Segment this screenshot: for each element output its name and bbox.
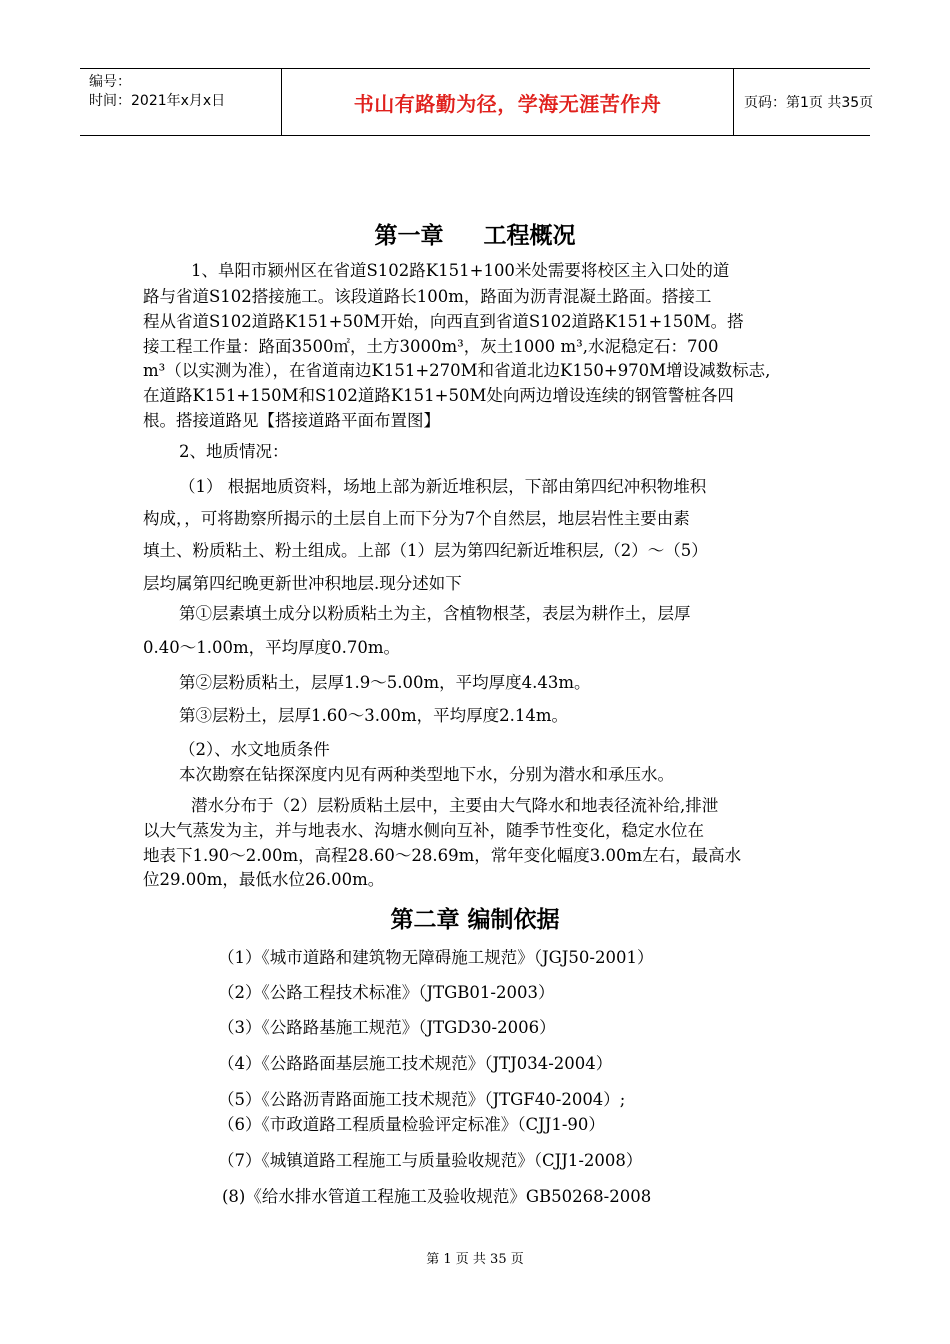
chapter-2-title: 第二章 编制依据 bbox=[390, 907, 560, 933]
reference-item: (8)《给水排水管道工程施工及验收规范》GB50268-2008 bbox=[222, 1187, 652, 1206]
chapter-1-number: 第一章 bbox=[374, 223, 444, 249]
body-line: 1、阜阳市颍州区在省道S102路K151+100米处需要将校区主入口处的道 bbox=[191, 261, 730, 280]
body-line: 接工程工作量：路面3500㎡，土方3000m³，灰土1000 m³,水泥稳定石：700 bbox=[143, 337, 719, 356]
body-line: 根。搭接道路见【搭接道路平面布置图】 bbox=[143, 411, 440, 430]
code-label: 编号： bbox=[89, 74, 131, 90]
reference-item: （5）《公路沥青路面施工技术规范》（JTGF40-2004）; bbox=[218, 1090, 626, 1109]
reference-item: （1）《城市道路和建筑物无障碍施工规范》（JGJ50-2001） bbox=[218, 948, 654, 967]
body-line: 构成，，可将勘察所揭示的土层自上而下分为7个自然层，地层岩性主要由素 bbox=[143, 509, 690, 528]
body-line: 以大气蒸发为主，并与地表水、沟塘水侧向互补，随季节性变化，稳定水位在 bbox=[143, 821, 704, 840]
body-line: m³（以实测为准），在省道南边K151+270M和省道北边K150+970M增设减数标志, bbox=[143, 361, 771, 380]
body-line: 本次勘察在钻探深度内见有两种类型地下水，分别为潜水和承压水。 bbox=[179, 765, 674, 784]
chapter-1-name: 工程概况 bbox=[483, 223, 576, 249]
body-line: （1） 根据地质资料，场地上部为新近堆积层，下部由第四纪冲积物堆积 bbox=[179, 477, 707, 496]
body-line: 第②层粉质粘土，层厚1.9～5.00m，平均厚度4.43m。 bbox=[179, 673, 591, 692]
body-line: 在道路K151+150M和S102道路K151+50M处向两边增设连续的钢管警桩各四 bbox=[143, 386, 734, 405]
body-line: 0.40～1.00m，平均厚度0.70m。 bbox=[143, 638, 401, 657]
reference-item: （4）《公路路面基层施工技术规范》（JTJ034-2004） bbox=[218, 1054, 613, 1073]
page-footer: 第 1 页 共 35 页 bbox=[426, 1252, 524, 1267]
reference-item: （6）《市政道路工程质量检验评定标准》（CJJ1-90） bbox=[218, 1115, 605, 1134]
header-motto: 书山有路勤为径，学海无涯苦作舟 bbox=[282, 69, 734, 135]
body-line: 层均属第四纪晚更新世冲积地层.现分述如下 bbox=[143, 574, 462, 593]
body-line: 潜水分布于（2）层粉质粘土层中，主要由大气降水和地表径流补给,排泄 bbox=[191, 796, 719, 815]
page-header bbox=[80, 68, 874, 136]
body-line: 程从省道S102道路K151+50M开始，向西直到省道S102道路K151+150M。搭 bbox=[143, 312, 744, 331]
reference-item: （2）《公路工程技术标准》（JTGB01-2003） bbox=[218, 983, 555, 1002]
header-page-number: 页码：第1页 共35页 bbox=[744, 95, 874, 111]
body-line: 路与省道S102搭接施工。该段道路长100m，路面为沥青混凝土路面。搭接工 bbox=[143, 287, 712, 306]
chapter-1-title bbox=[0, 217, 950, 250]
body-line: 填土、粉质粘土、粉土组成。上部（1）层为第四纪新近堆积层,（2）～（5） bbox=[143, 541, 708, 560]
header-meta bbox=[80, 69, 282, 135]
date-label: 时间：2021年x月x日 bbox=[89, 93, 226, 109]
section-heading: 2、地质情况： bbox=[179, 442, 289, 461]
body-line: 位29.00m，最低水位26.00m。 bbox=[143, 870, 385, 889]
body-line: 地表下1.90～2.00m，高程28.60～28.69m，常年变化幅度3.00m左右，最高水 bbox=[143, 846, 742, 865]
body-line: 第①层素填土成分以粉质粘土为主，含植物根茎，表层为耕作土，层厚 bbox=[179, 604, 691, 623]
body-line: 第③层粉土，层厚1.60～3.00m，平均厚度2.14m。 bbox=[179, 706, 569, 725]
reference-item: （7）《城镇道路工程施工与质量验收规范》（CJJ1-2008） bbox=[218, 1151, 643, 1170]
reference-item: （3）《公路路基施工规范》（JTGD30-2006） bbox=[218, 1018, 556, 1037]
section-heading: （2）、水文地质条件 bbox=[179, 740, 330, 759]
